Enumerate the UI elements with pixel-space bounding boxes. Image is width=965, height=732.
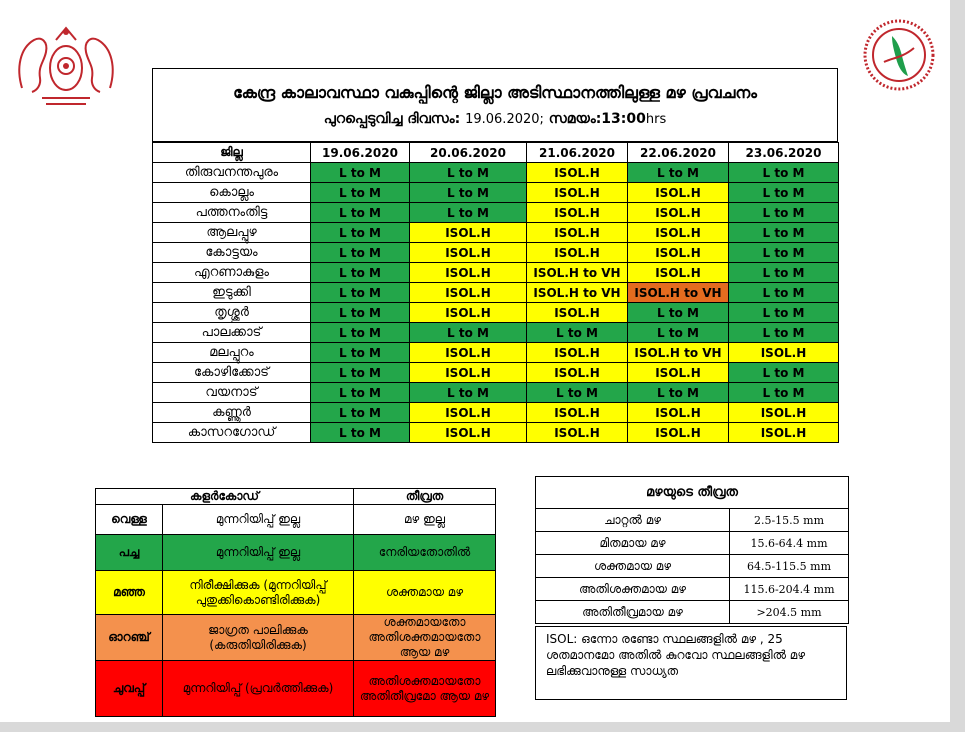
- district-name: പാലക്കാട്: [153, 323, 311, 343]
- district-name: കൊല്ലം: [153, 183, 311, 203]
- intensity-row: [536, 509, 849, 532]
- forecast-cell: L to M: [311, 243, 410, 263]
- intensity-row: [536, 532, 849, 555]
- forecast-cell: L to M: [729, 183, 839, 203]
- legend-warning: ജാഗ്രത പാലിക്കുക (കരുതിയിരിക്കുക): [163, 615, 354, 661]
- legend-row-green: [96, 535, 496, 571]
- date-column-header: 19.06.2020: [311, 143, 410, 163]
- page-title: കേന്ദ്ര കാലാവസ്ഥാ വകുപ്പിന്റെ ജില്ലാ അടിസ്ഥാനത്തിലുള്ള മഴ പ്രവചനം: [233, 83, 757, 102]
- forecast-cell: L to M: [628, 163, 729, 183]
- forecast-cell: ISOL.H: [410, 243, 527, 263]
- date-column-header: 20.06.2020: [410, 143, 527, 163]
- forecast-cell: L to M: [311, 303, 410, 323]
- forecast-cell: L to M: [311, 223, 410, 243]
- legend-row-white: [96, 505, 496, 535]
- forecast-row: [153, 303, 839, 323]
- legend-warning: മുന്നറിയിപ്പ് ഇല്ല: [163, 505, 354, 535]
- district-column-header: ജില്ല: [153, 143, 311, 163]
- district-name: കണ്ണൂർ: [153, 403, 311, 423]
- intensity-title-row: [536, 477, 849, 509]
- legend-intensity: അതിശക്തമായതോ അതിതീവ്രമോ ആയ മഴ: [354, 661, 496, 717]
- legend-header-row: [96, 489, 496, 505]
- forecast-cell: L to M: [729, 263, 839, 283]
- forecast-cell: ISOL.H: [527, 203, 628, 223]
- forecast-cell: ISOL.H: [628, 183, 729, 203]
- page-frame-bottom: [0, 722, 965, 732]
- forecast-cell: ISOL.H: [628, 363, 729, 383]
- intensity-name: അതിതീവ്രമായ മഴ: [536, 601, 730, 624]
- rain-intensity-table: [535, 476, 849, 624]
- forecast-cell: L to M: [628, 383, 729, 403]
- forecast-cell: ISOL.H: [729, 343, 839, 363]
- legend-color-name: ചുവപ്പ്: [96, 661, 163, 717]
- district-name: ഇടുക്കി: [153, 283, 311, 303]
- district-name: കോഴിക്കോട്: [153, 363, 311, 383]
- forecast-cell: L to M: [311, 363, 410, 383]
- forecast-cell: ISOL.H: [527, 223, 628, 243]
- forecast-cell: L to M: [628, 323, 729, 343]
- forecast-cell: L to M: [311, 283, 410, 303]
- ksdma-logo: [862, 18, 936, 92]
- forecast-cell: L to M: [311, 423, 410, 443]
- intensity-range: 2.5-15.5 mm: [730, 509, 849, 532]
- forecast-cell: ISOL.H: [527, 163, 628, 183]
- legend-row-orange: [96, 615, 496, 661]
- forecast-cell: L to M: [729, 323, 839, 343]
- forecast-cell: ISOL.H: [628, 423, 729, 443]
- forecast-cell: L to M: [729, 223, 839, 243]
- forecast-cell: L to M: [729, 163, 839, 183]
- date-column-header: 22.06.2020: [628, 143, 729, 163]
- forecast-cell: ISOL.H: [527, 243, 628, 263]
- legend-intensity: മഴ ഇല്ല: [354, 505, 496, 535]
- time-label: സമയം:: [548, 111, 602, 127]
- legend-intensity: ശക്തമായ മഴ: [354, 571, 496, 615]
- district-name: മലപ്പുറം: [153, 343, 311, 363]
- legend-intensity: ശക്തമായതോ അതിശക്തമായതോ ആയ മഴ: [354, 615, 496, 661]
- forecast-cell: ISOL.H: [628, 223, 729, 243]
- intensity-range: >204.5 mm: [730, 601, 849, 624]
- forecast-row: [153, 403, 839, 423]
- forecast-row: [153, 223, 839, 243]
- district-name: ആലപ്പുഴ: [153, 223, 311, 243]
- district-name: എറണാകുളം: [153, 263, 311, 283]
- forecast-cell: ISOL.H: [410, 363, 527, 383]
- forecast-cell: L to M: [311, 203, 410, 223]
- forecast-cell: L to M: [311, 403, 410, 423]
- forecast-cell: L to M: [729, 243, 839, 263]
- forecast-row: [153, 283, 839, 303]
- kerala-emblem-logo: [12, 18, 120, 110]
- issued-date: 19.06.2020;: [465, 112, 544, 127]
- forecast-row: [153, 343, 839, 363]
- forecast-cell: ISOL.H: [729, 423, 839, 443]
- forecast-cell: ISOL.H to VH: [527, 263, 628, 283]
- forecast-cell: L to M: [527, 323, 628, 343]
- forecast-cell: ISOL.H: [527, 423, 628, 443]
- forecast-cell: ISOL.H: [527, 183, 628, 203]
- forecast-cell: ISOL.H to VH: [628, 283, 729, 303]
- district-name: തൃശ്ശൂർ: [153, 303, 311, 323]
- color-code-legend: [95, 488, 496, 717]
- intensity-name: ശക്തമായ മഴ: [536, 555, 730, 578]
- district-name: തിരുവനന്തപുരം: [153, 163, 311, 183]
- forecast-cell: ISOL.H: [628, 263, 729, 283]
- forecast-header-row: [153, 143, 839, 163]
- forecast-cell: L to M: [311, 383, 410, 403]
- forecast-cell: ISOL.H: [628, 203, 729, 223]
- forecast-cell: ISOL.H: [729, 403, 839, 423]
- forecast-cell: L to M: [410, 383, 527, 403]
- forecast-cell: ISOL.H: [410, 343, 527, 363]
- forecast-cell: ISOL.H to VH: [628, 343, 729, 363]
- forecast-cell: L to M: [527, 383, 628, 403]
- legend-warning: മുന്നറിയിപ്പ് (പ്രവർത്തിക്കുക): [163, 661, 354, 717]
- forecast-row: [153, 323, 839, 343]
- forecast-row: [153, 363, 839, 383]
- legend-color-name: മഞ്ഞ: [96, 571, 163, 615]
- intensity-name: അതിശക്തമായ മഴ: [536, 578, 730, 601]
- forecast-cell: L to M: [311, 183, 410, 203]
- legend-warning: മുന്നറിയിപ്പ് ഇല്ല: [163, 535, 354, 571]
- forecast-row: [153, 163, 839, 183]
- intensity-range: 64.5-115.5 mm: [730, 555, 849, 578]
- time-unit: hrs: [645, 112, 667, 127]
- legend-color-name: ഓറഞ്ച്: [96, 615, 163, 661]
- date-column-header: 23.06.2020: [729, 143, 839, 163]
- forecast-cell: ISOL.H: [527, 343, 628, 363]
- forecast-cell: L to M: [410, 183, 527, 203]
- intensity-title: മഴയുടെ തീവ്രത: [536, 477, 849, 509]
- forecast-cell: ISOL.H: [527, 303, 628, 323]
- forecast-cell: ISOL.H: [410, 283, 527, 303]
- forecast-cell: L to M: [729, 303, 839, 323]
- intensity-row: [536, 555, 849, 578]
- forecast-cell: ISOL.H: [527, 363, 628, 383]
- forecast-row: [153, 263, 839, 283]
- forecast-cell: ISOL.H: [410, 423, 527, 443]
- forecast-table: [152, 142, 839, 443]
- forecast-row: [153, 243, 839, 263]
- legend-intensity: നേരിയതോതിൽ: [354, 535, 496, 571]
- time-value: 13:00: [601, 111, 646, 127]
- forecast-cell: L to M: [311, 263, 410, 283]
- forecast-cell: L to M: [410, 163, 527, 183]
- intensity-range: 15.6-64.4 mm: [730, 532, 849, 555]
- intensity-row: [536, 601, 849, 624]
- forecast-cell: ISOL.H: [527, 403, 628, 423]
- forecast-cell: ISOL.H: [410, 263, 527, 283]
- intensity-range: 115.6-204.4 mm: [730, 578, 849, 601]
- legend-warning: നിരീക്ഷിക്കുക (മുന്നറിയിപ്പ് പുതുക്കികൊണ്ടിരിക്കുക): [163, 571, 354, 615]
- forecast-cell: ISOL.H: [410, 303, 527, 323]
- forecast-cell: L to M: [729, 383, 839, 403]
- legend-row-yellow: [96, 571, 496, 615]
- forecast-cell: L to M: [729, 283, 839, 303]
- legend-row-red: [96, 661, 496, 717]
- district-name: പത്തനംതിട്ട: [153, 203, 311, 223]
- intensity-name: ചാറ്റൽ മഴ: [536, 509, 730, 532]
- forecast-row: [153, 383, 839, 403]
- forecast-cell: L to M: [628, 303, 729, 323]
- forecast-row: [153, 203, 839, 223]
- forecast-cell: ISOL.H: [628, 243, 729, 263]
- page-frame-right: [950, 0, 965, 732]
- date-column-header: 21.06.2020: [527, 143, 628, 163]
- legend-intensity-header: തീവ്രത: [354, 489, 496, 505]
- forecast-cell: L to M: [410, 203, 527, 223]
- isol-definition-note: ISOL: ഒന്നോ രണ്ടോ സ്ഥലങ്ങളിൽ മഴ , 25 ശതമാനമോ അതിൽ കുറവോ സ്ഥലങ്ങളിൽ മഴ ലഭിക്കുവാനുള്ള സാധ്യത: [535, 626, 847, 700]
- district-name: വയനാട്: [153, 383, 311, 403]
- forecast-cell: L to M: [410, 323, 527, 343]
- district-name: കോട്ടയം: [153, 243, 311, 263]
- legend-code-header: കളർകോഡ്: [96, 489, 354, 505]
- district-name: കാസറഗോഡ്: [153, 423, 311, 443]
- issued-line: [153, 111, 837, 127]
- forecast-cell: L to M: [311, 343, 410, 363]
- forecast-cell: ISOL.H: [628, 403, 729, 423]
- forecast-cell: ISOL.H: [410, 403, 527, 423]
- forecast-row: [153, 183, 839, 203]
- legend-color-name: പച്ച: [96, 535, 163, 571]
- forecast-header: [152, 68, 838, 142]
- intensity-row: [536, 578, 849, 601]
- forecast-cell: L to M: [729, 203, 839, 223]
- forecast-cell: ISOL.H: [410, 223, 527, 243]
- forecast-cell: L to M: [311, 323, 410, 343]
- issued-label: പുറപ്പെടുവിച്ച ദിവസം:: [323, 111, 461, 127]
- legend-color-name: വെള്ള: [96, 505, 163, 535]
- forecast-row: [153, 423, 839, 443]
- forecast-cell: ISOL.H to VH: [527, 283, 628, 303]
- forecast-cell: L to M: [311, 163, 410, 183]
- forecast-cell: L to M: [729, 363, 839, 383]
- intensity-name: മിതമായ മഴ: [536, 532, 730, 555]
